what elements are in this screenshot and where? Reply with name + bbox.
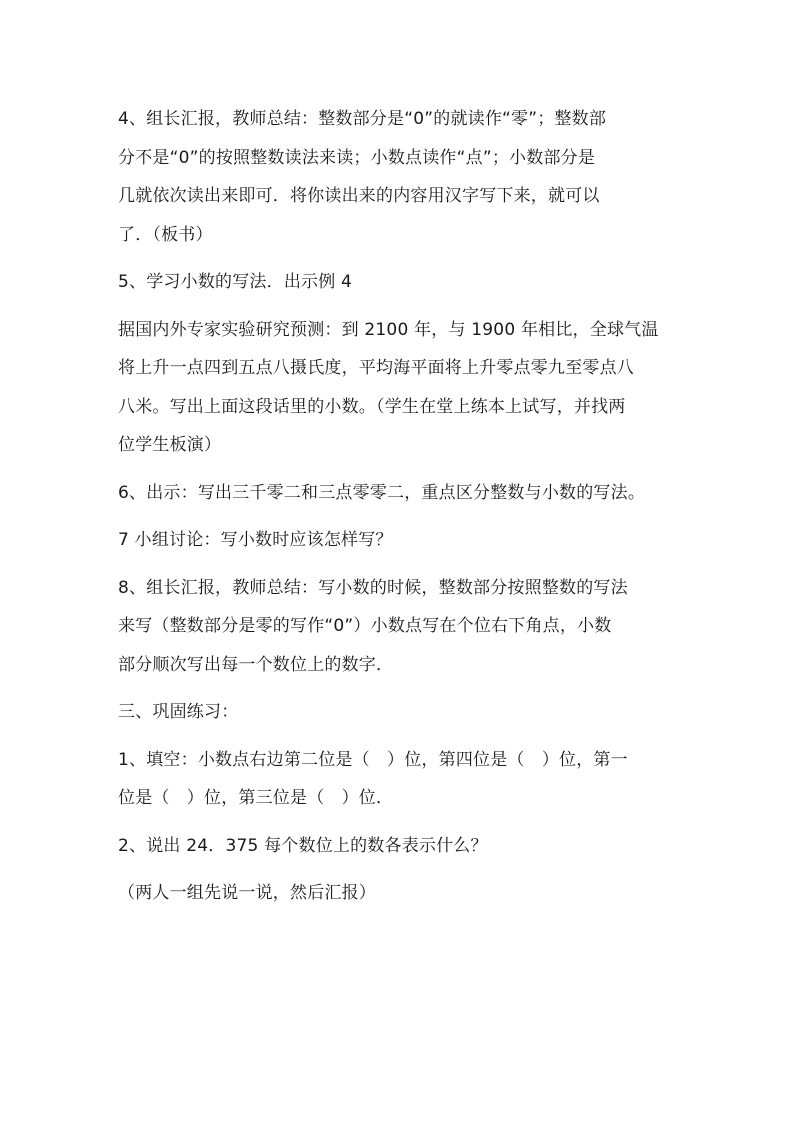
paragraph-pair-discussion [118, 874, 678, 913]
paragraph-step-4-report [118, 100, 678, 254]
text-line: 7 小组讨论：写小数时应该怎样写？ [118, 530, 393, 550]
paragraph-exercise-1 [118, 741, 678, 818]
document-body [118, 100, 678, 922]
text-line: 2、说出 24．375 每个数位上的数各表示什么？ [118, 835, 488, 856]
text-line: 了．（板书） [118, 224, 213, 245]
text-line: 据国内外专家实验研究预测：到 2100 年，与 1900 年相比，全球气温 [118, 319, 659, 340]
text-line: 将上升一点四到五点八摄氏度，平均海平面将上升零点零九至零点八 [118, 358, 634, 378]
text-line: 5、学习小数的写法．出示例 4 [118, 272, 353, 292]
text-line: 8、组长汇报，教师总结：写小数的时候，整数部分按照整数的写法 [118, 577, 628, 598]
text-line: 几就依次读出来即可．将你读出来的内容用汉字写下来，就可以 [118, 186, 600, 206]
text-line: 位学生板演） [118, 435, 222, 455]
text-line: （两人一组先说一说，然后汇报） [118, 883, 376, 903]
section-heading-practice [118, 693, 678, 732]
paragraph-step-7 [118, 521, 678, 560]
text-line: 6、出示：写出三千零二和三点零零二，重点区分整数与小数的写法。 [118, 482, 646, 503]
text-line: 分不是“0”的按照整数读法来读；小数点读作“点”；小数部分是 [118, 147, 596, 168]
paragraph-example-4 [118, 311, 678, 465]
paragraph-step-8 [118, 569, 678, 685]
paragraph-step-6 [118, 474, 678, 513]
text-line: 1、填空：小数点右边第二位是（ ）位，第四位是（ ）位，第一 [118, 749, 628, 770]
text-line: 部分顺次写出每一个数位上的数字． [118, 654, 394, 675]
paragraph-exercise-2 [118, 827, 678, 866]
text-line: 位是（ ）位，第三位是（ ）位． [118, 788, 394, 808]
text-line: 4、组长汇报，教师总结：整数部分是“0”的就读作“零”；整数部 [118, 109, 607, 129]
paragraph-step-5-writing [118, 263, 678, 302]
text-line: 三、巩固练习： [118, 702, 239, 722]
text-line: 八米。写出上面这段话里的小数。（学生在堂上练本上试写，并找两 [118, 396, 626, 417]
text-line: 来写（整数部分是零的写作“0”）小数点写在个位右下角点，小数 [118, 616, 612, 636]
